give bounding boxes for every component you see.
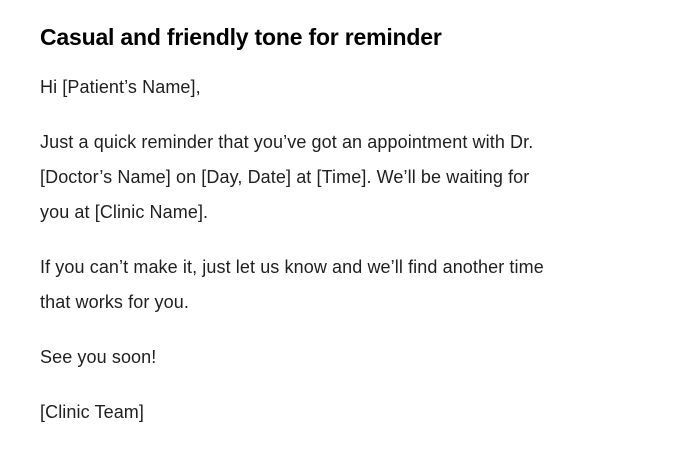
text-line: [Clinic Team] — [40, 401, 145, 422]
page-title: Casual and friendly tone for reminder — [40, 24, 442, 50]
paragraph-sign-off — [40, 340, 660, 375]
paragraph-signature — [40, 395, 660, 430]
text-line: [Doctor’s Name] on [Day, Date] at [Time]. We’ll be waiting for — [40, 166, 530, 187]
paragraph-reminder-details — [40, 125, 660, 230]
text-line: that works for you. — [40, 291, 189, 312]
text-line: See you soon! — [40, 346, 157, 367]
text-line: you at [Clinic Name]. — [40, 201, 209, 222]
paragraph-reschedule-offer — [40, 250, 660, 320]
paragraph-greeting — [40, 70, 660, 105]
text-line: Just a quick reminder that you’ve got an appointment with Dr. — [40, 131, 534, 152]
text-line: Hi [Patient’s Name], — [40, 76, 201, 97]
text-line: If you can’t make it, just let us know and we’ll find another time — [40, 256, 544, 277]
